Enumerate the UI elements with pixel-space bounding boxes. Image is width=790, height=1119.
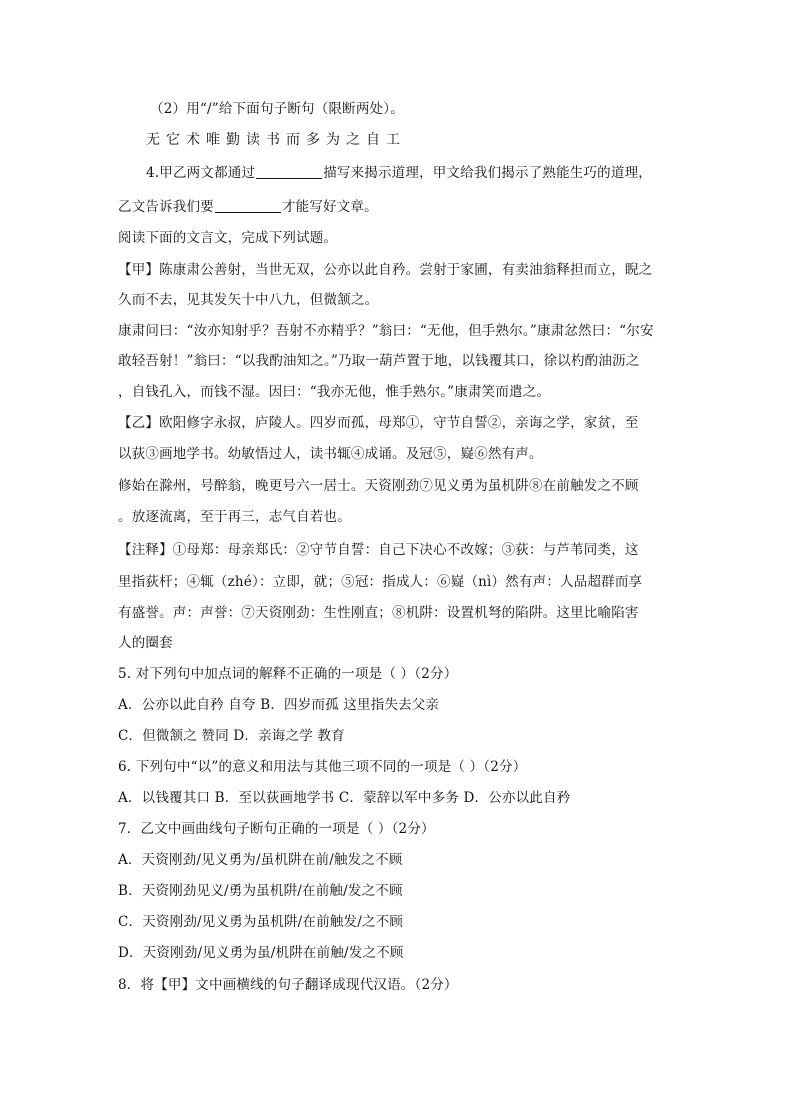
question-7: 7．乙文中画曲线句子断句正确的一项是（ ）（2分）: [118, 821, 435, 837]
question-4-text-a: 4.甲乙两文都通过: [146, 165, 256, 181]
question-4-line-2: [118, 198, 378, 216]
annotation-line: 里指荻杆；④辄（zhé）：立即，就；⑤冠：指成人：⑥嶷（nì）然有声：人品超群而享: [118, 574, 643, 590]
question-7-option-c: C．天资刚劲/见义勇为虽机阱/在前触发/之不顾: [118, 914, 404, 930]
passage-jia-line: 久而不去，见其发矢十中八九，但微颔之。: [118, 292, 379, 308]
question-5: 5. 对下列句中加点词的解释不正确的一项是（ ）（2分）: [118, 666, 458, 682]
question-4-text-d: 才能写好文章。: [281, 199, 378, 215]
question-6-options: A．以钱覆其口 B．至以荻画地学书 C．蒙辞以军中多务 D．公亦以此自矜: [118, 790, 571, 806]
passage-yi-line: 【乙】欧阳修字永叔，庐陵人。四岁而孤，母郑①，守节自誓②，亲诲之学，家贫，至: [118, 415, 639, 431]
question-7-option-a: A．天资刚劲/见义勇为/虽机阱在前/触发之不顾: [118, 852, 403, 868]
passage-jia-line: 康肃问曰：“汝亦知射乎？吾射不亦精乎？”翁曰：“无他，但手熟尔。”康肃忿然曰：“尔安: [118, 323, 654, 339]
annotation-line: 有盛誉。声：声誉：⑦天资刚劲：生性刚直；⑧机阱：设置机弩的陷阱。这里比喻陷害: [118, 605, 639, 621]
question-4-text-c: 乙文告诉我们要: [118, 199, 214, 215]
passage-yi-line: 。放逐流离，至于再三，志气自若也。: [118, 509, 351, 525]
passage-yi-line: 以荻③画地学书。幼敏悟过人，读书辄④成诵。及冠⑤，嶷⑥然有声。: [118, 446, 543, 462]
annotation-line: 【注释】①母郑：母亲郑氏：②守节自誓：自己下决心不改嫁；③荻：与芦苇同类，这: [118, 542, 639, 558]
question-5-options-ab: A．公亦以此自矜 自夸 B．四岁而孤 这里指失去父亲: [118, 697, 440, 713]
passage-yi-line: 修始在滁州，号醉翁，晚更号六一居士。天资刚劲⑦见义勇为虽机阱⑧在前触发之不顾: [118, 478, 639, 494]
reading-intro: 阅读下面的文言文，完成下列试题。: [118, 230, 338, 246]
question-5-options-cd: C．但微颔之 赞同 D．亲诲之学 教育: [118, 728, 345, 744]
question-4-text-b: 描写来揭示道理，甲文给我们揭示了熟能生巧的道理，: [323, 165, 652, 181]
question-2-sentence: 无它术唯勤读书而多为之自工: [146, 132, 406, 148]
question-4-line-1: [146, 164, 652, 182]
passage-jia-line: 【甲】陈康肃公善射，当世无双，公亦以此自矜。尝射于家圃，有卖油翁释担而立，睨之: [118, 262, 653, 278]
question-7-option-d: D．天资刚劲/见义勇为虽/机阱在前触/发之不顾: [118, 945, 404, 961]
passage-jia-line: 敢轻吾射！”翁曰：“以我酌油知之。”乃取一葫芦置于地，以钱覆其口，徐以杓酌油沥之: [118, 353, 640, 369]
answer-blank-2[interactable]: [215, 198, 281, 213]
question-2-instruction: （2）用“/”给下面句子断句（限断两处）。: [150, 101, 404, 117]
question-8: 8．将【甲】文中画横线的句子翻译成现代汉语。（2分）: [118, 977, 458, 993]
annotation-line: 人的圈套: [118, 635, 173, 651]
passage-jia-line: ，自钱孔入，而钱不湿。因曰：“我亦无他，惟手熟尔。”康肃笑而遣之。: [118, 384, 551, 400]
question-6: 6. 下列句中“以”的意义和用法与其他三项不同的一项是（ ）（2分）: [118, 759, 527, 775]
question-7-option-b: B．天资刚劲见义/勇为虽机阱/在前触/发之不顾: [118, 883, 403, 899]
answer-blank-1[interactable]: [256, 164, 322, 179]
